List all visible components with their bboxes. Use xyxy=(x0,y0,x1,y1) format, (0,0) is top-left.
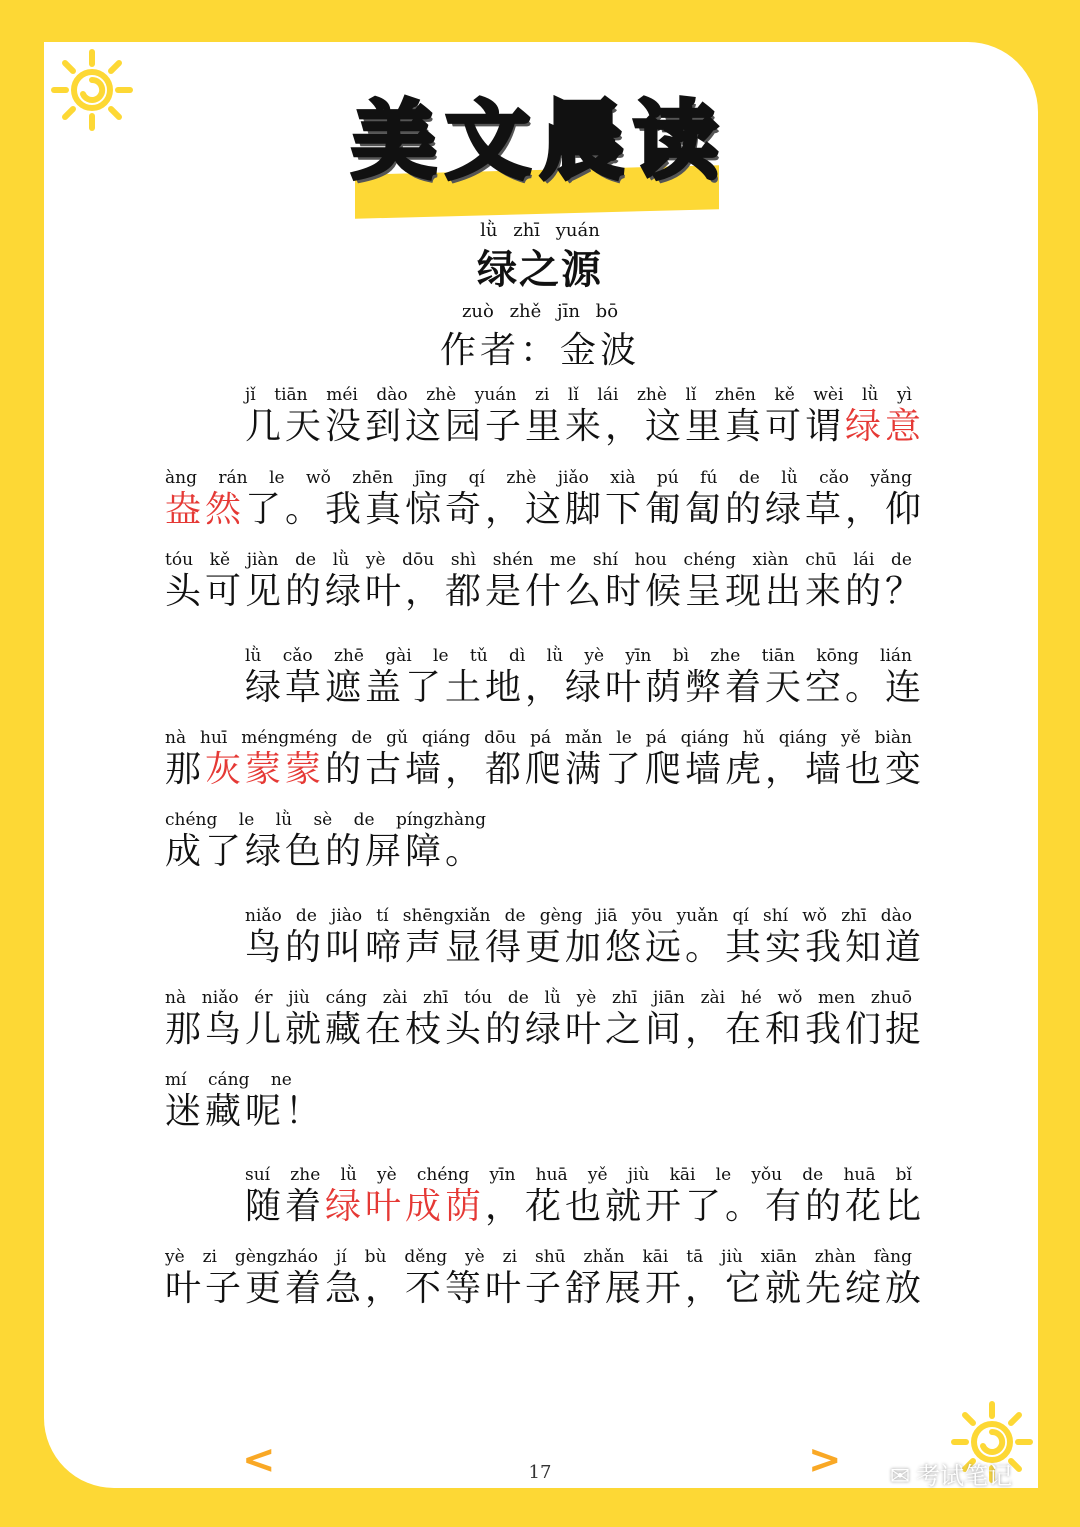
line-pinyin: jǐ tiān méi dào zhè yuán zi lǐ lái zhè lǐ zhēn kě wèi lǜ yì xyxy=(245,385,912,405)
text-line xyxy=(165,1070,912,1134)
wechat-icon: ✉ xyxy=(890,1462,911,1490)
author-pinyin: zuò zhě jīn bō xyxy=(461,301,619,322)
line-pinyin: suí zhe lǜ yè chéng yīn huā yě jiù kāi le yǒu de huā bǐ xyxy=(245,1165,912,1185)
next-page-arrow[interactable]: > xyxy=(808,1437,842,1483)
prev-page-arrow[interactable]: < xyxy=(242,1437,276,1483)
text-line xyxy=(245,385,926,449)
text-segment: 头可见的绿叶，都是什么时候呈现出来的？ xyxy=(165,571,926,612)
line-pinyin: nà niǎo ér jiù cáng zài zhī tóu de lǜ yè zhī jiān zài hé wǒ men zhuō xyxy=(165,988,912,1008)
line-text xyxy=(165,748,926,792)
text-segment: 迷藏呢！ xyxy=(165,1091,326,1132)
text-line xyxy=(165,468,926,532)
text-segment: 了。我真惊奇，这脚下匍匐的绿草，仰 xyxy=(245,489,926,530)
highlighted-phrase: 绿叶成荫 xyxy=(325,1186,486,1227)
line-text xyxy=(165,488,926,532)
highlighted-phrase: 绿意 xyxy=(845,406,926,447)
line-text xyxy=(245,1185,926,1229)
line-text xyxy=(245,405,926,449)
line-text xyxy=(165,1090,912,1134)
text-line xyxy=(165,550,926,614)
line-text xyxy=(245,666,926,710)
text-segment: ，花也就开了。有的花比 xyxy=(485,1186,926,1227)
text-line xyxy=(165,1247,926,1311)
text-segment: 叶子更着急，不等叶子舒展开，它就先绽放 xyxy=(165,1268,926,1309)
story-title: 绿之源 xyxy=(477,247,603,293)
text-line xyxy=(245,1165,926,1229)
line-pinyin: niǎo de jiào tí shēngxiǎn de gèng jiā yōu yuǎn qí shí wǒ zhī dào xyxy=(245,906,912,926)
text-segment: 绿草遮盖了土地，绿叶荫弊着天空。连 xyxy=(245,667,926,708)
text-segment: 的古墙，都爬满了爬墙虎，墙也变 xyxy=(325,749,926,790)
line-pinyin: nà huī méngméng de gǔ qiáng dōu pá mǎn le pá qiáng hǔ qiáng yě biàn xyxy=(165,728,912,748)
line-text xyxy=(165,1008,926,1052)
text-line xyxy=(165,728,926,792)
highlighted-phrase: 灰蒙蒙 xyxy=(205,749,326,790)
text-segment: 那 xyxy=(165,749,206,790)
watermark-text: 考试笔记 xyxy=(916,1462,1013,1490)
text-line xyxy=(245,646,926,710)
line-text xyxy=(165,1267,926,1311)
line-pinyin: mí cáng ne xyxy=(165,1070,292,1090)
text-line xyxy=(165,810,912,874)
line-text xyxy=(245,926,926,970)
story-title-pinyin: lǜ zhī yuán xyxy=(480,220,600,241)
line-pinyin: chéng le lǜ sè de píngzhàng xyxy=(165,810,487,830)
line-pinyin: tóu kě jiàn de lǜ yè dōu shì shén me shí hou chéng xiàn chū lái de xyxy=(165,550,912,570)
line-pinyin: yè zi gèngzháo jí bù děng yè zi shū zhǎn kāi tā jiù xiān zhàn fàng xyxy=(165,1247,912,1267)
text-line xyxy=(245,906,926,970)
line-text xyxy=(165,570,926,614)
page-title: 美文晨读 xyxy=(351,92,728,190)
author: 作者：金波 xyxy=(439,330,640,371)
text-segment: 随着 xyxy=(245,1186,326,1227)
text-line xyxy=(165,988,926,1052)
highlighted-phrase: 盎然 xyxy=(165,489,246,530)
text-segment: 那鸟儿就藏在枝头的绿叶之间，在和我们捉 xyxy=(165,1009,926,1050)
text-segment: 几天没到这园子里来，这里真可谓 xyxy=(245,406,846,447)
text-segment: 鸟的叫啼声显得更加悠远。其实我知道 xyxy=(245,927,926,968)
watermark xyxy=(890,1456,1012,1491)
text-segment: 成了绿色的屏障。 xyxy=(165,831,486,872)
page-number: 17 xyxy=(528,1462,552,1483)
line-pinyin: lǜ cǎo zhē gài le tǔ dì lǜ yè yīn bì zhe tiān kōng lián xyxy=(245,646,912,666)
line-text xyxy=(165,830,912,874)
line-pinyin: àng rán le wǒ zhēn jīng qí zhè jiǎo xià pú fú de lǜ cǎo yǎng xyxy=(165,468,912,488)
